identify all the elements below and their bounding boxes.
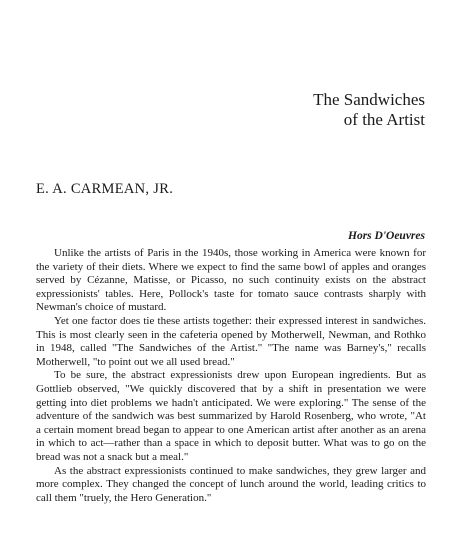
section-heading: Hors D'Oeuvres (348, 230, 425, 242)
article-title-line-2: of the Artist (343, 110, 425, 129)
article-body (36, 247, 426, 505)
body-paragraph-2: Yet one factor does tie these artists together: their expressed interest in sandwiches. This is most clearly seen in the cafeteria opened by Motherwell, Newman, and Rothko in 1948, called "The Sandwiches of the Artist." "The name was Barney's," recalls Motherwell, "to point out we all used bread." (36, 314, 426, 368)
body-paragraph-1: Unlike the artists of Paris in the 1940s, those working in America were known for the variety of their diets. Where we expect to find the same bowl of apples and oranges served by Cézanne, Matisse, or Picasso, no such continuity exists on the abstract expressionists' tables. Here, Pollock's taste for tomato sauce contrasts sharply with Newman's choice of mustard. (36, 247, 426, 314)
body-paragraph-3: To be sure, the abstract expressionists drew upon European ingredients. But as Gottlieb observed, "We quickly discovered that by a shift in presentation we were getting into diet problems we hadn't anticipated. We were exploring." The sense of the adventure of the sandwich was best summarized by Harold Rosenberg, who wrote, "At a certain moment bread began to appear to one American artist after another as an arena in which to act—rather than a space in which to deposit butter. What was to go on the bread was not a snack but a meal." (36, 369, 426, 463)
body-paragraph-4: As the abstract expressionists continued to make sandwiches, they grew larger and more complex. They changed the concept of lunch around the world, leading critics to call them "truely, the Hero Generation." (36, 464, 426, 504)
article-title-line-1: The Sandwiches (313, 90, 425, 109)
author-name: E. A. CARMEAN, JR. (36, 181, 174, 197)
article-title (313, 90, 425, 130)
